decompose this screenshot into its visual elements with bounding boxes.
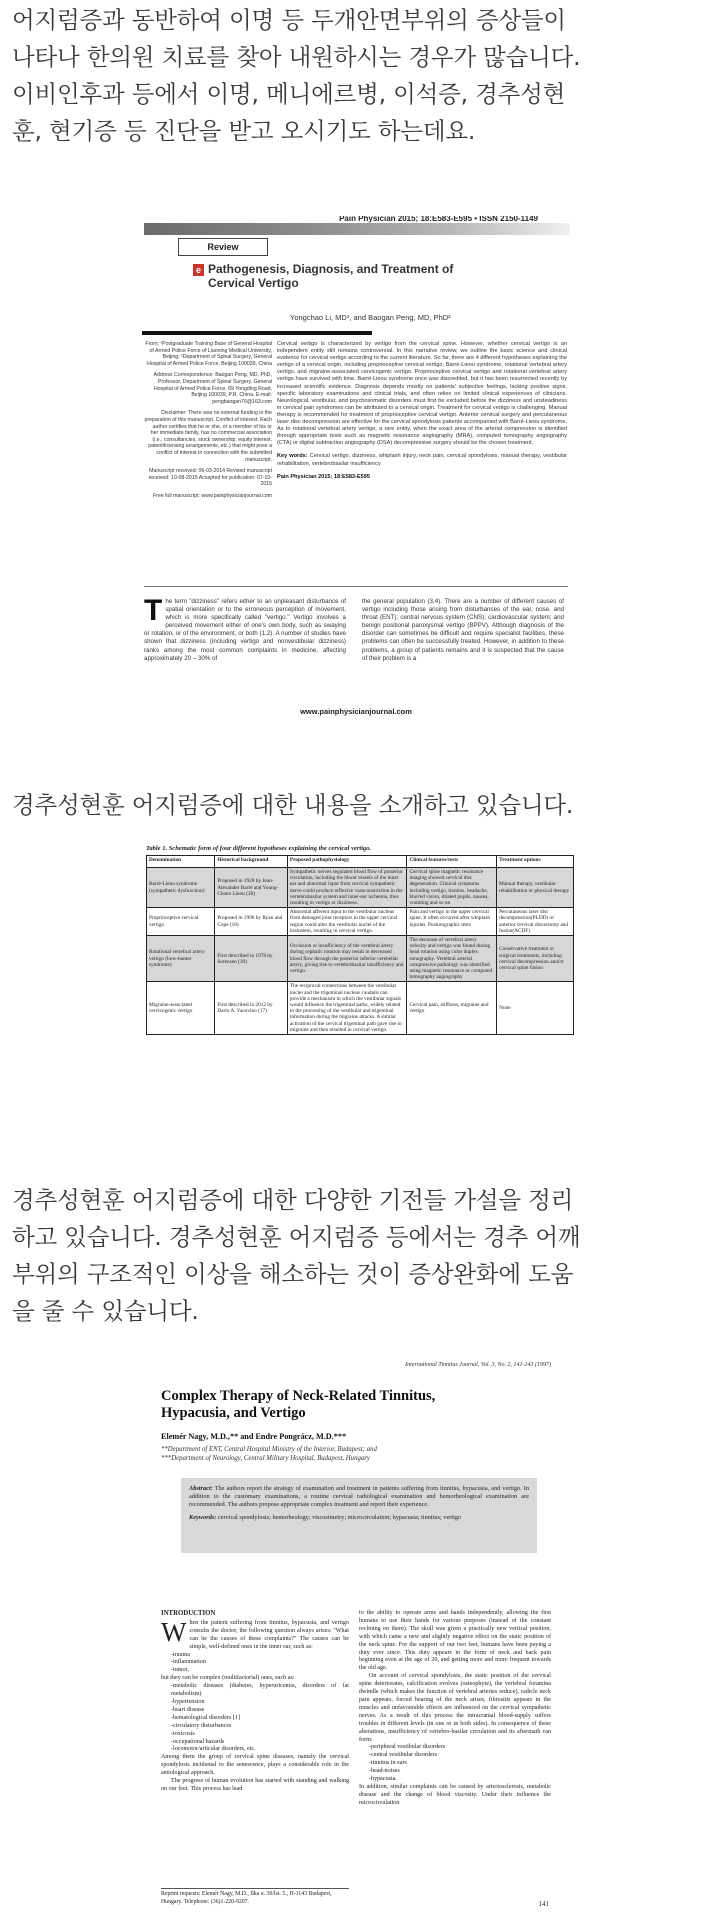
body-column-left xyxy=(161,1610,349,1794)
body-text: Among them the group of cervical spine diseases, namely the cervical spondylosis incidental to the senescence, plays a considerable role in the aetiological approach. xyxy=(161,1754,349,1777)
table-cell: Percutaneous laser disc decompression(PLDD) or anterior cervical discectomy and fusion(ACDF) xyxy=(497,908,574,936)
author-note: Address Correspondence: Baogan Peng, MD, PhD, Professor, Department of Spinal Surgery, General Hospital of Armed Police Force, 69 Yongding Road, Beijing 100039, P.R. China. E-mail: pengbaogan76@163.com xyxy=(153,372,272,405)
body-text: he term "dizziness" refers either to an unpleasant disturbance of spatial orientation or to the erroneous perception of movement, which is more specifically called "vertigo." Vertigo involves a perceived movement either of one's own body, such as swaying or rotation, or of the environment, or both (1,2). A number of studies have shown that dizziness (including vertigo and nonvestibular dizziness) ranks among the most common complaints in medicine, affecting approximately 20 – 30% of xyxy=(144,598,346,662)
table-cell: First described in 2012 by Dario A. Yacovino (17) xyxy=(215,982,288,1035)
table-cell: Pain and vertigo in the upper cervical spine. It often occurred after whiplash injuries. Posturographic tests xyxy=(407,908,497,936)
abstract-box xyxy=(181,1478,537,1553)
text-line: 부위의 구조적인 이상을 해소하는 것이 증상완화에 도움 xyxy=(12,1260,574,1288)
drop-cap: T xyxy=(144,594,163,627)
list-item: -peripheral vestibular disorders xyxy=(369,1744,446,1751)
list-item: -toxicosis xyxy=(171,1730,195,1737)
section-heading: INTRODUCTION xyxy=(161,1610,216,1617)
body-text: In addition, similar complaints can be caused by arteriosclerosis, metabolic disease and the change of blood viscosity. Under their influence the microcirculation xyxy=(359,1783,551,1806)
paper-image-tinnitus-journal xyxy=(149,1358,565,1913)
table-caption: Table 1. Schematic form of four different hypotheses explaining the cervical vertigo. xyxy=(146,845,372,852)
list-item: -central vestibular disorders xyxy=(369,1752,438,1759)
author-note: From: ¹Postgraduate Training Base of General Hospital of Armed Police Force of Liaoning Medical University, Beijing; ²Department of Spinal Surgery, General Hospital of Armed Police Force, Beijing 100039, China xyxy=(145,341,272,367)
body-text: The progress of human evolution has started with standing and walking on our feet. This process has lead xyxy=(161,1778,349,1792)
page-number: 141 xyxy=(538,1900,549,1908)
table-row xyxy=(147,908,574,936)
list-item: -circulatory disturbances xyxy=(171,1722,232,1729)
table-cell: Proprioceptive cervical vertigo xyxy=(147,908,215,936)
list-item: -hypacusia. xyxy=(369,1776,397,1783)
table-cell: Migraine-associated cervicogenic vertigo xyxy=(147,982,215,1035)
paper-image-pain-physician xyxy=(140,216,572,738)
citation-line xyxy=(277,474,567,481)
list-item: -tinnitus in ears xyxy=(369,1760,407,1767)
text-line: 을 줄 수 있습니다. xyxy=(12,1297,199,1325)
abstract-content xyxy=(189,1485,529,1527)
table-cell: Proposed in 1996 by Ryan and Cope (18) xyxy=(215,908,288,936)
column-header: Clinical features/tests xyxy=(407,856,497,868)
hypotheses-table xyxy=(146,855,574,1035)
body-column-left xyxy=(144,594,346,663)
paper-title xyxy=(161,1388,561,1422)
body-text: but they can be complex (multifactorial) ones, such as: xyxy=(161,1675,295,1682)
body-text: to the ability to operate arms and hands independently, allowing the first humans to use their hands for various purposes (instead of the constant reclining on them). The skull was given a practically new vertical position, with which came a new and slightly negative effect on the static position of the neck spine. For the support of our two feet, humans have been paying a duty ever since. This duty appears in the form of neck and back pain beginning even at the age of 20, and getting more and more frequent towards the old age. xyxy=(359,1610,551,1672)
table-row xyxy=(147,982,574,1035)
text-line: 이비인후과 등에서 이명, 메니에르병, 이석증, 경추성현 xyxy=(12,80,566,108)
author-note: Free full manuscript: www.painphysicianjournal.com xyxy=(152,492,272,499)
keywords-text: cervical spondylosis; hemorheology; viscosimetry; microcirculation; hypacusia; tinnitus; vertigo xyxy=(217,1514,462,1522)
table-cell: Manual therapy, vestibular rehabilitation or physical therapy xyxy=(497,868,574,908)
caption-paragraph xyxy=(12,787,712,824)
citation-text: Pain Physician 2015; 18:E583-E595 xyxy=(277,473,370,480)
table-cell: Barré-Lieou syndrome (sympathetic dysfunction) xyxy=(147,868,215,908)
table-cell: Rotational vertebral artery vertigo (bow-hunter syndrome) xyxy=(147,936,215,982)
list-item: -head-noises xyxy=(369,1768,400,1775)
text-line: 하고 있습니다. 경추성현훈 어지럼증 등에서는 경추 어깨 xyxy=(12,1223,581,1251)
journal-header-bar xyxy=(144,223,570,235)
section-label-box: Review xyxy=(178,238,268,256)
column-header: Historical background xyxy=(215,856,288,868)
abstract-text: Cervical vertigo is characterized by vertigo from the cervical spine. However, whether cervical vertigo is an independent entity still remains controversial. In this narrative review, we outline the basic science and clinical evidence for cervical vertigo according to the current literature. So far, there are 4 different hypotheses explaining the vertigo of a cervical origin, including proprioceptive cervical vertigo, Barré-Lieou syndrome, rotational vertebral artery vertigo, and migraine-associated cervicogenic vertigo. Proprioceptive cervical vertigo and rotational vertebral artery vertigo have survived with time. Barré-Lieou syndrome once was discredited, but it has been resurrected recently by increased scientific evidence. Diagnosis depends mostly on patients' subjective feelings, lacking positive signs, specific laboratory examinations and clinical trials, and often relies on limited clinical experiences of clinicians. Neurological, vestibular, and psychosomatic disorders must first be excluded before the dizziness and unsteadiness in cervical pain syndromes can be attributed to a cervical origin. Treatment for cervical vertigo is challenging. Manual therapy is recommended for treatment of proprioceptive cervical vertigo. Anterior cervical surgery and percutaneous laser disc decompression are effective for the cervical spondylosis patients accompanied with Barré-Lieou syndrome. As to rotational vertebral artery vertigo, a rare entity, when the exact area of the arterial compression is identified through appropriate tests such as magnetic resonance angiography (MRA), computed tomography angiography (CTA) or digital subtraction angiography (DSA) decompressive surgery should be the chosen treatment. xyxy=(277,341,567,447)
keywords-text: Cervical vertigo, dizziness, whiplash injury, neck pain, cervical spondylosis, manual therapy, vestibular rehabilitation, vertebrobasilar insufficiency xyxy=(277,453,568,467)
reprint-requests: Reprint requests: Elemér Nagy, M.D., Ilka u. 30/lst. 5., H-1143 Budapest, Hungary. Telephone: (36)1-220-9207. xyxy=(161,1888,349,1906)
author-note: Manuscript received: 06-03-2014 Revised manuscript received: 10-08-2015 Accepted for publication: 07-10-2015 xyxy=(148,468,272,488)
abstract-label: Abstract: xyxy=(189,1485,213,1492)
table-cell: The reciprocal connections between the vestibular nuclei and the trigeminal nucleus caudalis can provide a mechanism in which the vestibular signals would influence the trigeminal paths, widely related to the processing of the vestibular and trigeminal information during the migraine attacks. A similar activation of the cervical trigeminal path gave rise to migraine and then resulted in cervical vertigo. xyxy=(287,982,407,1035)
text-line: 훈, 현기증 등 진단을 받고 오시기도 하는데요. xyxy=(12,117,476,145)
drop-cap: W xyxy=(161,1616,187,1647)
list-item: -inflammation xyxy=(171,1659,206,1666)
intro-paragraph xyxy=(12,2,712,150)
list-item: -occupational hazards xyxy=(171,1738,225,1745)
text-line: 경추성현훈 어지럼증에 대한 내용을 소개하고 있습니다. xyxy=(12,791,574,819)
body-column-right: the general population (3,4). There are a number of different causes of vertigo including those arising from disturbances of the ear, nose, and throat (ENT); central nervous system (CNS); cardiovascular system; and benign positional paroxysmal vertigo (BPPV). Although diagnosis of the disorder can sometimes be difficult and require specialist facilities, these problems can often be successfully treated. However, in addition to these problems, a group of patients remains and it is suspected that the cause of their problem is a xyxy=(362,598,564,662)
column-header: Denomination xyxy=(147,856,215,868)
table-cell: None xyxy=(497,982,574,1035)
table-cell: Sympathetic nerves regulated blood flow of posterior circulation, including the blood vessels of the inner ear and abnormal input from cervical sympathetic nerve could produce reflexive vasoconstriction in the vertebrobasilar system and inner-ear ischemia, thus resulting in vertigo or dizziness. xyxy=(287,868,407,908)
body-column-right xyxy=(359,1610,551,1808)
list-item: -heart disease xyxy=(171,1706,205,1713)
abstract-text xyxy=(189,1485,529,1509)
keywords-line xyxy=(277,453,567,467)
paper-title-line: Cervical Vertigo xyxy=(208,276,299,290)
body-text: hen the patient suffering from tinnitus, hypacusia, and vertigo consults the doctor, the following question always arises: "What can be the causes of these complaints?" The causes can be simple, well-defined ones in the inner ear, such as: xyxy=(189,1619,349,1650)
divider xyxy=(144,586,568,587)
list-item: -hematological disorders [1] xyxy=(171,1714,241,1721)
text-line: 나타나 한의원 치료를 찾아 내원하시는 경우가 많습니다. xyxy=(12,43,581,71)
table-header-row xyxy=(147,856,574,868)
table-cell: Cervical pain, stiffness, migraine and vertigo xyxy=(407,982,497,1035)
list-item: -trauma xyxy=(171,1651,190,1658)
keywords-label: Keywords: xyxy=(189,1514,217,1522)
list-item: -tumor, xyxy=(171,1667,189,1674)
paper-authors: Elemér Nagy, M.D.,** and Endre Pongrácz, M.D.*** xyxy=(161,1432,347,1441)
keywords-line xyxy=(189,1514,529,1522)
table-cell: Conservative treatment or surgical treatments, including cervical decompression and/or cervical spine fusion xyxy=(497,936,574,982)
column-header: Treatment options xyxy=(497,856,574,868)
table-cell: The decrease of vertebral artery velocity and vertigo was found during head rotation using color duplex sonography. Vertebral arterial compressive pathology was identified using magnetic resonance or computed tomography angiography xyxy=(407,936,497,982)
text-line: 어지럼증과 동반하여 이명 등 두개안면부위의 증상들이 xyxy=(12,6,566,34)
list-item: -metabolic diseases (diabetes, hyperuricemia, disorders of fat metabolism) xyxy=(171,1683,349,1698)
list-item: -locomotor/articular disorders, etc. xyxy=(171,1746,256,1753)
affiliation-line: **Department of ENT, Central Hospital Ministry of the Interior, Budapest; and xyxy=(161,1446,377,1453)
table-row xyxy=(147,868,574,908)
summary-paragraph xyxy=(12,1182,712,1330)
abstract-body: The authors report the strategy of examination and treatment in patients suffering from tinnitus, hypacusia, and vertigo. In addition to the customary examinations, a routine cervical radiological examination and hemorheological examination are recommended. The authors propose appropriate complex treatment and report their experience. xyxy=(189,1485,529,1509)
affiliation-line: ***Department of Neurology, Central Military Hospital, Budapest, Hungary xyxy=(161,1455,370,1462)
table-cell: First described in 1978 by Sorensen (39) xyxy=(215,936,288,982)
intro-paragraph-text xyxy=(161,1616,349,1652)
author-notes-column xyxy=(144,341,272,504)
journal-citation-header: International Tinnitus Journal, Vol. 3, No. 2, 141-143 (1997) xyxy=(405,1362,551,1368)
paper-title-line: Pathogenesis, Diagnosis, and Treatment of xyxy=(208,262,454,276)
paper-title xyxy=(208,262,548,290)
body-text: On account of cervical spondylosis, the static position of the cervical spine deteriorates, calcification evolves (osteophyte), the vertebral foramina dwindle (which makes the function of vertebral arteries reduce), radicle neck pain appears, forced bearing of the neck arises, fibrositis appears in the muscles and unfavourable effects are influenced on the cervical sympathetic nerves. As a result of this process the intracranial blood-supply suffers troubles in different levels (in one or in both sides). In consequence of these alterations, insufficiency of vertebro-basilar circulation and its aftermath can form: xyxy=(359,1673,551,1743)
paper-title-line: Complex Therapy of Neck-Related Tinnitus, xyxy=(161,1388,436,1404)
column-header: Proposed pathophysiology xyxy=(287,856,407,868)
paper-title-line: Hypacusia, and Vertigo xyxy=(161,1405,306,1421)
journal-logo-icon: e xyxy=(193,264,204,276)
abstract-column xyxy=(277,341,567,487)
table-cell: Cervical spine magnetic resonance imaging showed cervical disc degeneration. Clinical symptoms including vertigo, tinnitus, headache, blurred vision, dilated pupils, nausea, vomiting and so on xyxy=(407,868,497,908)
author-note: Disclaimer: There was no external funding in the preparation of this manuscript. Conflict of interest: Each author certifies that he or she, or a member of his or her immediate family, has no commercial association (i.e., consultancies, stock ownership, equity interest, patent/licensing arrangements, etc.) that might pose a conflict of interest in connection with the submitted manuscript. xyxy=(144,410,272,463)
author-affiliations xyxy=(161,1445,561,1463)
journal-url: www.painphysicianjournal.com xyxy=(300,707,412,716)
text-line: 경추성현훈 어지럼증에 대한 다양한 기전들 가설을 정리 xyxy=(12,1186,574,1214)
table-cell: Occlusion or insufficiency of the vertebral artery during cephalic rotation may result in decreased blood flow through the posterior inferior cerebellar artery, giving rise to vertebrobasilar insufficiency and vertigo. xyxy=(287,936,407,982)
journal-citation-header: Pain Physician 2015; 18:E583-E595 • ISSN 2150-1149 xyxy=(339,216,538,223)
divider xyxy=(142,331,372,335)
table-cell: Abnormal afferent input to the vestibular nucleus from damaged joint receptors in the upper cervical region could alter the vestibular nuclei of the brainstem, resulting in cervical vertigo. xyxy=(287,908,407,936)
paper-authors: Yongchao Li, MD¹, and Baogan Peng, MD, PhD² xyxy=(290,313,451,322)
table-row xyxy=(147,936,574,982)
list-item: -hypertension xyxy=(171,1698,205,1705)
table-cell: Proposed in 1928 by Jean-Alexander Barré and Young-Choen Lieou (38) xyxy=(215,868,288,908)
table-image-hypotheses xyxy=(146,845,574,1133)
keywords-label: Key words: xyxy=(277,453,308,460)
